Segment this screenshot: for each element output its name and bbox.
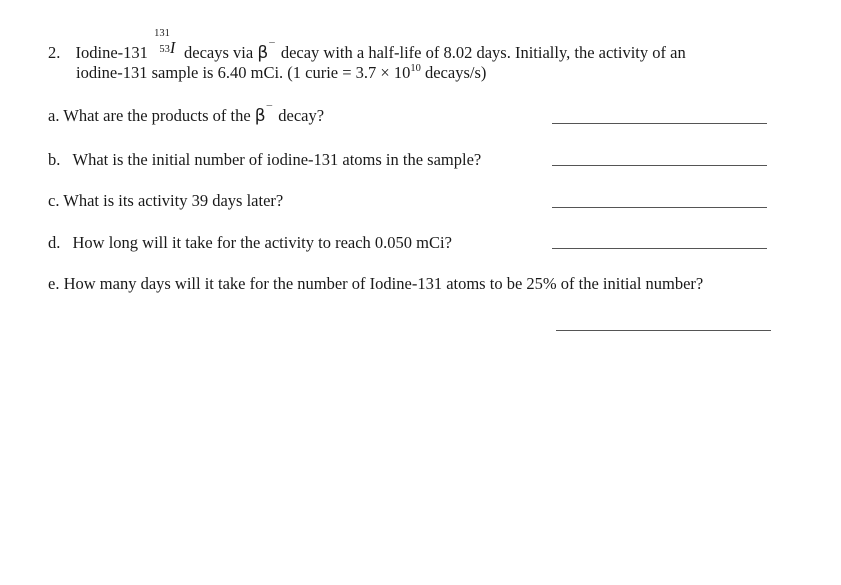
answer-line-d[interactable] [552, 248, 767, 249]
question-c [48, 191, 283, 211]
question-a-suffix: decay? [278, 106, 325, 125]
problem-line-2 [76, 63, 486, 86]
power-exponent: 10 [410, 63, 421, 74]
question-b [48, 150, 481, 170]
beta-symbol: β [257, 43, 269, 63]
question-c-text: c. What is its activity 39 days later? [48, 191, 284, 210]
nuclide-atomic-number: 53 [159, 44, 170, 55]
answer-line-e[interactable] [556, 330, 771, 331]
problem-line-1 [48, 28, 686, 65]
question-a [48, 106, 324, 128]
question-d [48, 233, 452, 253]
iodine-nuclide-notation [152, 28, 176, 58]
answer-line-b[interactable] [552, 165, 767, 166]
problem-line2-part2: decays/s) [424, 63, 487, 82]
question-b-text: What is the initial number of iodine-131 atoms in the sample? [72, 150, 482, 169]
problem-line2-part1: iodine-131 sample is 6.40 mCi. (1 curie = 3.7 × 10 [76, 63, 411, 82]
question-a-beta-symbol: β [254, 106, 266, 126]
question-d-label: d. [48, 233, 61, 252]
question-e-text: e. How many days will it take for the number of Iodine-131 atoms to be 25% of the initial number? [48, 274, 704, 293]
nuclide-symbol: I [169, 38, 176, 57]
question-b-label: b. [48, 150, 61, 169]
beta-minus-superscript: ¯ [269, 41, 275, 53]
answer-line-a[interactable] [552, 123, 767, 124]
problem-intro-part1: Iodine-131 [75, 43, 148, 62]
nuclide-mass-number: 131 [154, 28, 170, 39]
answer-line-c[interactable] [552, 207, 767, 208]
question-a-beta-superscript: ¯ [266, 104, 273, 116]
question-a-prefix: a. What are the products of the [48, 106, 251, 125]
problem-number: 2. [48, 43, 61, 62]
question-e [48, 274, 703, 294]
problem-intro-part2: decays via [184, 43, 254, 62]
question-d-text: How long will it take for the activity to reach 0.050 mCi? [72, 233, 452, 252]
problem-intro-part3: decay with a half-life of 8.02 days. Initially, the activity of an [280, 43, 686, 62]
